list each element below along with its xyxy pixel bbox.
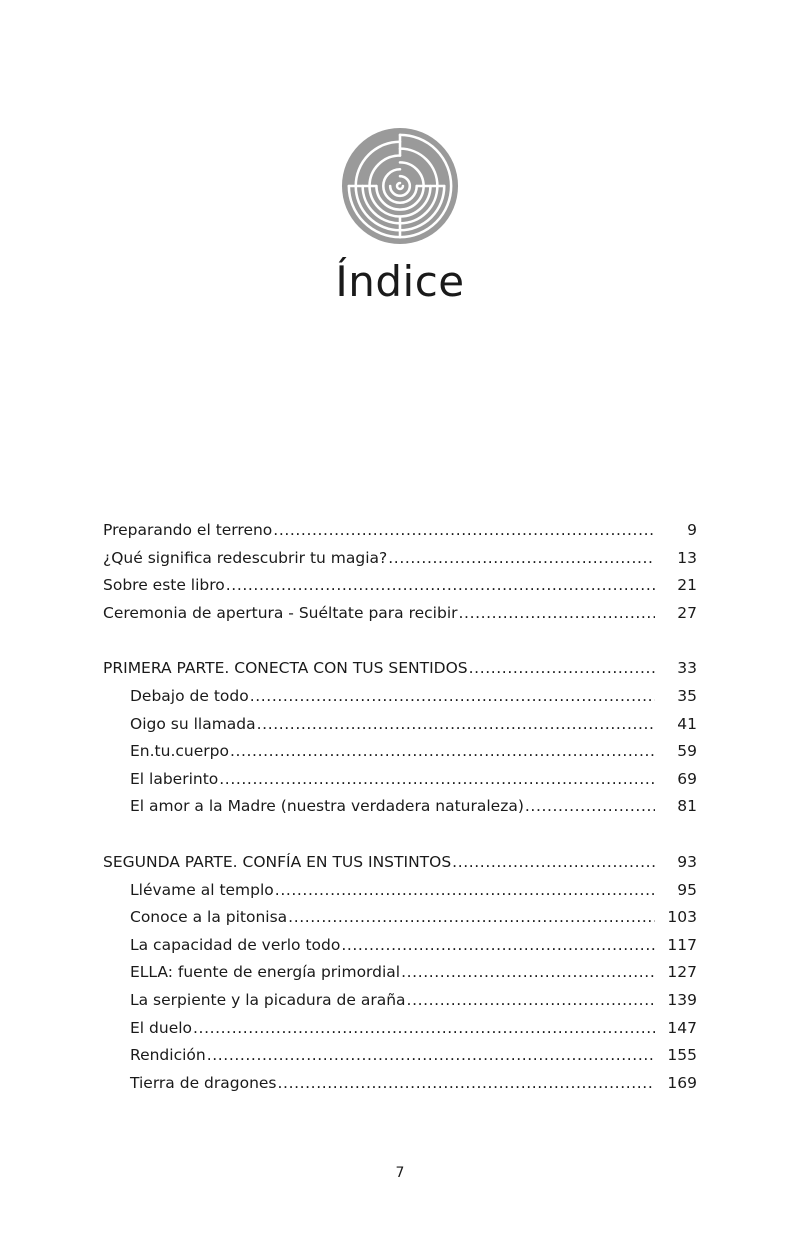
toc-entry-title: PRIMERA PARTE. CONECTA CON TUS SENTIDOS xyxy=(103,659,468,678)
dot-leader xyxy=(226,572,655,600)
dot-leader xyxy=(341,932,655,960)
toc-section xyxy=(103,655,697,821)
toc-entry-page: 95 xyxy=(677,880,697,899)
toc-entry-page: 103 xyxy=(667,908,697,927)
toc-entry-page: 27 xyxy=(677,603,697,622)
dot-leader xyxy=(257,711,655,739)
labyrinth-icon xyxy=(341,127,459,245)
toc-entry-title: Preparando el terreno xyxy=(103,521,273,539)
toc-entry-page: 21 xyxy=(677,576,697,595)
dot-leader xyxy=(401,959,655,987)
toc-entry-page: 41 xyxy=(677,714,697,733)
toc-entry-title: SEGUNDA PARTE. CONFÍA EN TUS INSTINTOS xyxy=(103,852,452,871)
toc-entry-title: Conoce a la pitonisa xyxy=(130,908,288,927)
toc-entry-page: 33 xyxy=(677,659,697,678)
toc-entry xyxy=(103,738,697,766)
dot-leader xyxy=(193,1015,655,1043)
toc-entry xyxy=(103,904,697,932)
toc-entry xyxy=(103,1042,697,1070)
toc-entry-title: Tierra de dragones xyxy=(130,1073,277,1092)
toc-entry-page: 127 xyxy=(667,963,697,982)
toc-entry xyxy=(103,932,697,960)
toc-entry xyxy=(103,1070,697,1098)
toc-entry-page: 139 xyxy=(667,990,697,1009)
toc-entry-page: 9 xyxy=(687,521,697,539)
toc-entry-page: 13 xyxy=(677,548,697,567)
toc-entry-title: La serpiente y la picadura de araña xyxy=(130,990,406,1009)
toc-entry-title: Ceremonia de apertura - Suéltate para recibir xyxy=(103,603,458,622)
toc-entry-title: En.tu.cuerpo xyxy=(130,742,229,761)
dot-leader xyxy=(388,545,655,573)
toc-entry xyxy=(103,877,697,905)
toc-entry xyxy=(103,655,697,683)
dot-leader xyxy=(278,1070,655,1098)
toc-entry xyxy=(103,572,697,600)
toc-section xyxy=(103,849,697,1097)
toc-entry-page: 93 xyxy=(677,852,697,871)
dot-leader xyxy=(288,904,655,932)
dot-leader xyxy=(275,877,655,905)
toc-entry xyxy=(103,766,697,794)
toc-entry-title: El amor a la Madre (nuestra verdadera naturaleza) xyxy=(130,797,524,816)
toc-entry-page: 155 xyxy=(667,1046,697,1065)
toc-entry-page: 35 xyxy=(677,686,697,705)
toc-entry-page: 169 xyxy=(667,1073,697,1092)
toc-entry xyxy=(103,600,697,628)
toc-entry-title: Sobre este libro xyxy=(103,576,225,595)
toc-entry-page: 81 xyxy=(677,797,697,816)
toc-entry-title: El duelo xyxy=(130,1018,193,1037)
dot-leader xyxy=(469,655,655,683)
toc-entry-title: Debajo de todo xyxy=(130,686,249,705)
toc-entry xyxy=(103,849,697,877)
toc-entry xyxy=(103,545,697,573)
toc-entry-title: El laberinto xyxy=(130,769,219,788)
toc-entry-title: ELLA: fuente de energía primordial xyxy=(130,963,401,982)
table-of-contents xyxy=(103,517,697,1097)
toc-entry-page: 117 xyxy=(667,935,697,954)
dot-leader xyxy=(452,849,655,877)
toc-entry xyxy=(103,683,697,711)
toc-entry xyxy=(103,959,697,987)
toc-entry xyxy=(103,517,697,545)
toc-entry-page: 59 xyxy=(677,742,697,761)
dot-leader xyxy=(230,738,655,766)
dot-leader xyxy=(207,1042,655,1070)
dot-leader xyxy=(273,517,655,545)
toc-entry-title: ¿Qué significa redescubrir tu magia? xyxy=(103,548,388,567)
dot-leader xyxy=(219,766,655,794)
toc-entry-title: Rendición xyxy=(130,1046,206,1065)
toc-entry xyxy=(103,1015,697,1043)
dot-leader xyxy=(407,987,655,1015)
dot-leader xyxy=(459,600,655,628)
dot-leader xyxy=(525,793,655,821)
toc-entry-title: Llévame al templo xyxy=(130,880,274,899)
toc-entry-page: 147 xyxy=(667,1018,697,1037)
dot-leader xyxy=(250,683,655,711)
toc-entry xyxy=(103,987,697,1015)
toc-entry-title: Oigo su llamada xyxy=(130,714,256,733)
toc-entry xyxy=(103,793,697,821)
toc-entry xyxy=(103,711,697,739)
page-title: Índice xyxy=(335,257,465,306)
page-number: 7 xyxy=(395,1165,405,1181)
toc-section xyxy=(103,517,697,627)
toc-entry-page: 69 xyxy=(677,769,697,788)
toc-entry-title: La capacidad de verlo todo xyxy=(130,935,341,954)
